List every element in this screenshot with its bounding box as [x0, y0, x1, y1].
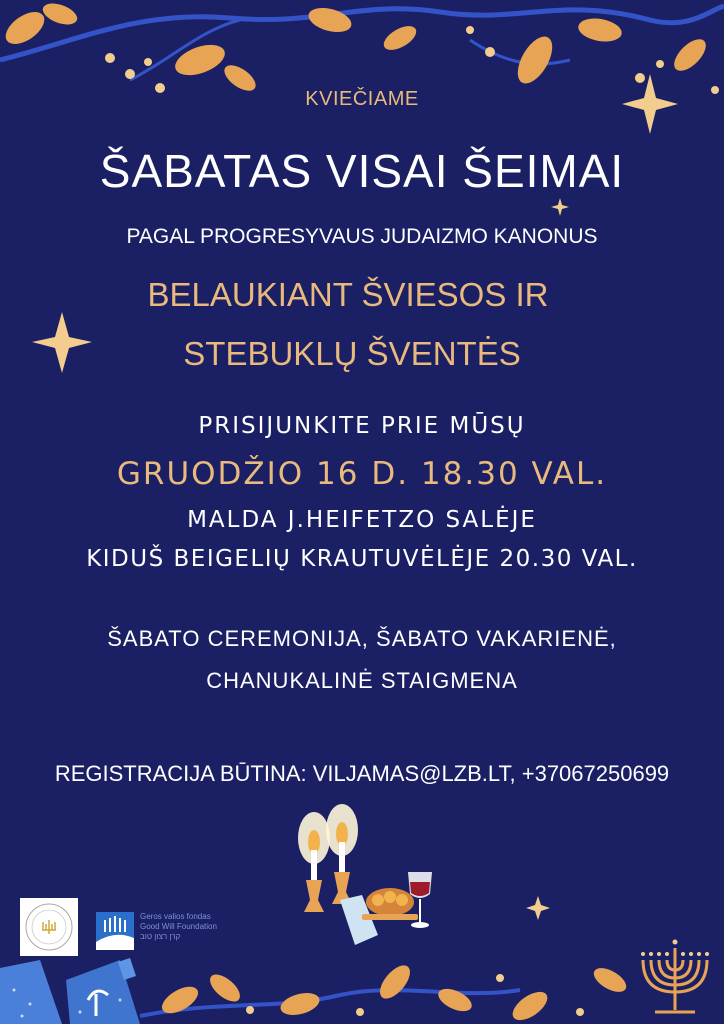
seal-icon: [24, 902, 74, 952]
kicker: KVIEČIAME: [305, 88, 419, 110]
sponsor-name-en: Good Will Foundation: [140, 922, 217, 931]
good-will-foundation-icon: [96, 912, 134, 950]
theme-line-2: STEBUKLŲ ŠVENTĖS: [183, 335, 521, 372]
challah-icon: [340, 888, 418, 945]
subtitle: PAGAL PROGRESYVAUS JUDAIZMO KANONUS: [126, 225, 598, 248]
theme-line-1: BELAUKIANT ŠVIESOS IR: [147, 276, 549, 313]
page-title: ŠABATAS VISAI ŠEIMAI: [99, 145, 625, 197]
sponsor-logo: [96, 912, 217, 950]
sabbath-candles-icon: [298, 804, 358, 912]
wine-glass-icon: [408, 872, 432, 928]
join-text: PRISIJUNKITE PRIE MŪSŲ: [198, 413, 526, 439]
program-line-1: ŠABATO CEREMONIJA, ŠABATO VAKARIENĖ,: [107, 626, 617, 651]
sponsor-name-lt: Geros valios fondas: [140, 912, 211, 921]
venue-line-2: KIDUŠ BEIGELIŲ KRAUTUVĖLĖJE 20.30 VAL.: [86, 546, 638, 572]
dreidel-icon: [0, 958, 140, 1024]
community-logo: [20, 898, 78, 956]
menorah-icon: [643, 948, 707, 1012]
registration-info: REGISTRACIJA BŪTINA: VILJAMAS@LZB.LT, +37067250699: [54, 761, 670, 786]
event-date: GRUODŽIO 16 D. 18.30 VAL.: [116, 456, 608, 492]
venue-line-1: MALDA J.HEIFETZO SALĖJE: [187, 507, 537, 533]
sponsor-name-he: קרן רצון טוב: [140, 932, 181, 941]
program-line-2: CHANUKALINĖ STAIGMENA: [206, 668, 518, 693]
